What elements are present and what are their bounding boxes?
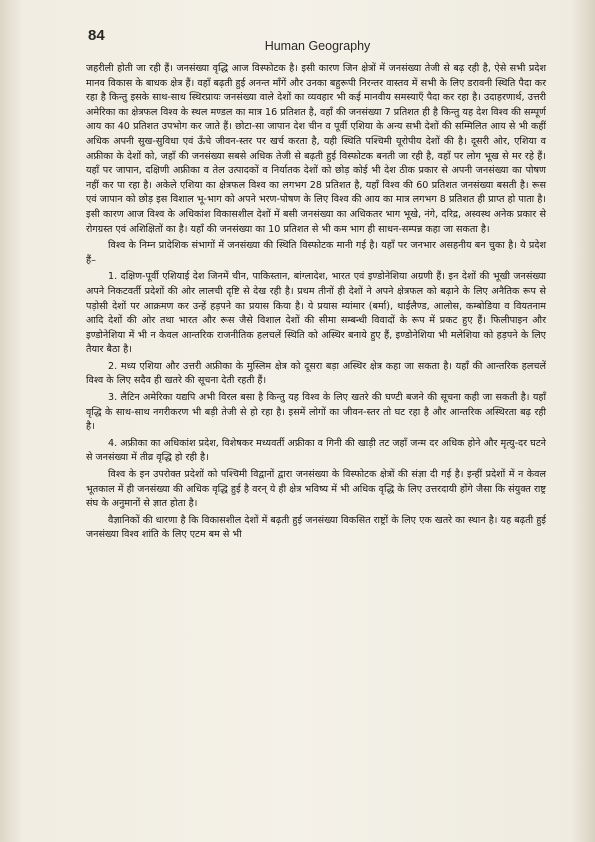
paragraph: वैज्ञानिकों की धारणा है कि विकासशील देशों में बढ़ती हुई जनसंख्या विकसित राष्ट्रों के लिए एक खतरे का स्थान है। यह बढ़ती हुई जनसंख्या विश्व शांति के लिए एटम बम से भी xyxy=(86,514,546,541)
paragraph: विश्व के निम्न प्रादेशिक संभागों में जनसंख्या की स्थिति विस्फोटक मानी गई है। यहाँ पर जनभार असहनीय बन चुका है। ये प्रदेश हैं– xyxy=(86,240,546,266)
paragraph: जहरीली होती जा रही हैं। जनसंख्या वृद्धि आज विस्फोटक है। इसी कारण जिन क्षेत्रों में जनसंख्या तेजी से बढ़ रही है, ऐसे सभी प्रदेश मानव विकास के बाधक क्षेत्र हैं। वहाँ बढ़ती हुई अनन्त माँगें और उनका बहुरूपी निरन्तर वास्तव में सभी के लिए डरावनी स्थिति पैदा कर रहा है किन्तु इसके साथ-साथ स्थिरप्रायः जनसंख्या वाले देशों का व्यवहार भी कई मानवीय समस्याएँ पैदा कर रहा है। उदाहरणार्थ, उत्तरी अमेरिका का क्षेत्रफल विश्व के स्थल मण्डल का मात्र 16 प्रतिशत है, वहाँ की जनसंख्या 7 प्रतिशत ही है किन्तु यह देश विश्व की सम्पूर्ण आय का 40 प्रतिशत उपभोग कर जाते हैं। छोटा-सा जापान देश चीन व पूर्वी एशिया के अन्य सभी देशों की सम्मिलित आय से भी कहीं अधिक अपनी सुख-सुविधा एवं ऊँचे जीवन-स्तर पर खर्च करता है, यही स्थिति पश्चिमी यूरोपीय देशों की है। दूसरी ओर, एशिया व अफ्रीका के देशों को, जहाँ की जनसंख्या सबसे अधिक तेजी से बढ़ती हुई विस्फोटक बनती जा रही है, वहाँ पर लोग भूख से मर रहे हैं। यहाँ पर जापान, दक्षिणी अफ्रीका व तेल उत्पादकों व निर्यातक देशों को छोड़ कोई भी देश ठीक प्रकार से अपनी जनसंख्या का पोषण नहीं कर पा रहा है। अकेले एशिया का क्षेत्रफल विश्व का लगभग 28 प्रतिशत है, यहाँ विश्व की 60 प्रतिशत जनसंख्या बसती है। रूस एवं जापान को छोड़ इस विशाल भू-भाग को अपने भरण-पोषण के लिए विश्व की आय का मात्र लगभग 8 प्रतिशत ही प्राप्त हो पाता है। इसी कारण आज विश्व के अधिकांश विकासशील देशों में बसी जनसंख्या का अधिकतर भाग भूखे, नंगे, दरिद्र, अस्वस्थ अनेक प्रकार से रोगग्रस्त एवं अशिक्षितों का है। यहाँ की जनसंख्या का 10 प्रतिशत से भी कम भाग ही साधन-सम्पन्न कहा जा सकता है। xyxy=(86,63,546,235)
running-head: Human Geography xyxy=(264,39,371,53)
list-item: 2. मध्य एशिया और उत्तरी अफ्रीका के मुस्लिम क्षेत्र को दूसरा बड़ा अस्थिर क्षेत्र कहा जा सकता है। यहाँ की आन्तरिक हलचलें विश्व के लिए सदैव ही खतरे की सूचना देती रहती हैं। xyxy=(86,360,546,387)
list-item: 1. दक्षिण-पूर्वी एशियाई देश जिनमें चीन, पाकिस्तान, बांग्लादेश, भारत एवं इण्डोनेशिया अग्रणी हैं। इन देशों की भूखी जनसंख्या अपने निकटवर्ती प्रदेशों की ओर लालची दृष्टि से देख रही है। प्रथम तीनों ही देशों ने अपने क्षेत्रफल को बढ़ाने के लिए अनैतिक रूप से पड़ोसी देशों पर आक्रमण कर उन्हें हड़पने का प्रयास किया है। ये प्रयास म्यांमार (बर्मा), थाईलैण्ड, आलोस, कम्बोडिया व वियतनाम आदि देशों की ओर तथा भारत और रूस जैसे विशाल देशों की सीमा सम्बन्धी विवादों के रूप में प्रकट हुए हैं। फिलीपाइन और इण्डोनेशिया में भी न केवल आन्तरिक राजनीतिक हलचलें स्थिति को अस्थिर बनाये हुए हैं, इण्डोनेशिया भी मलेशिया को हड़पने के लिए तैयार बैठा है। xyxy=(86,271,546,356)
list-item: 3. लैटिन अमेरिका यद्यपि अभी विरल बसा है किन्तु यह विश्व के लिए खतरे की घण्टी बजने की सूचना कही जा सकती है। यहाँ वृद्धि के साथ-साथ नगरीकरण भी बड़ी तेजी से हो रहा है। इसमें लोगों का जीवन-स्तर तो घट रहा है और आन्तरिक अस्थिरता बढ़ रही है। xyxy=(86,392,546,433)
list-item: 4. अफ्रीका का अधिकांश प्रदेश, विशेषकर मध्यवर्ती अफ्रीका व गिनी की खाड़ी तट जहाँ जन्म दर अधिक होने और मृत्यु-दर घटने से जनसंख्या में तीव्र वृद्धि हो रही है। xyxy=(86,437,546,464)
paragraph: विश्व के इन उपरोक्त प्रदेशों को पश्चिमी विद्वानों द्वारा जनसंख्या के विस्फोटक क्षेत्रों की संज्ञा दी गई है। इन्हीं प्रदेशों में न केवल भूतकाल में ही जनसंख्या की अधिक वृद्धि हुई है वरन् ये ही क्षेत्र भविष्य में भी अधिक वृद्धि के लिए उत्तरदायी होंगे जैसा कि संयुक्त राष्ट्र संघ के अनुमानों से ज्ञात होता है। xyxy=(86,469,546,510)
page-number: 84 xyxy=(88,27,105,44)
body-text xyxy=(86,62,546,545)
